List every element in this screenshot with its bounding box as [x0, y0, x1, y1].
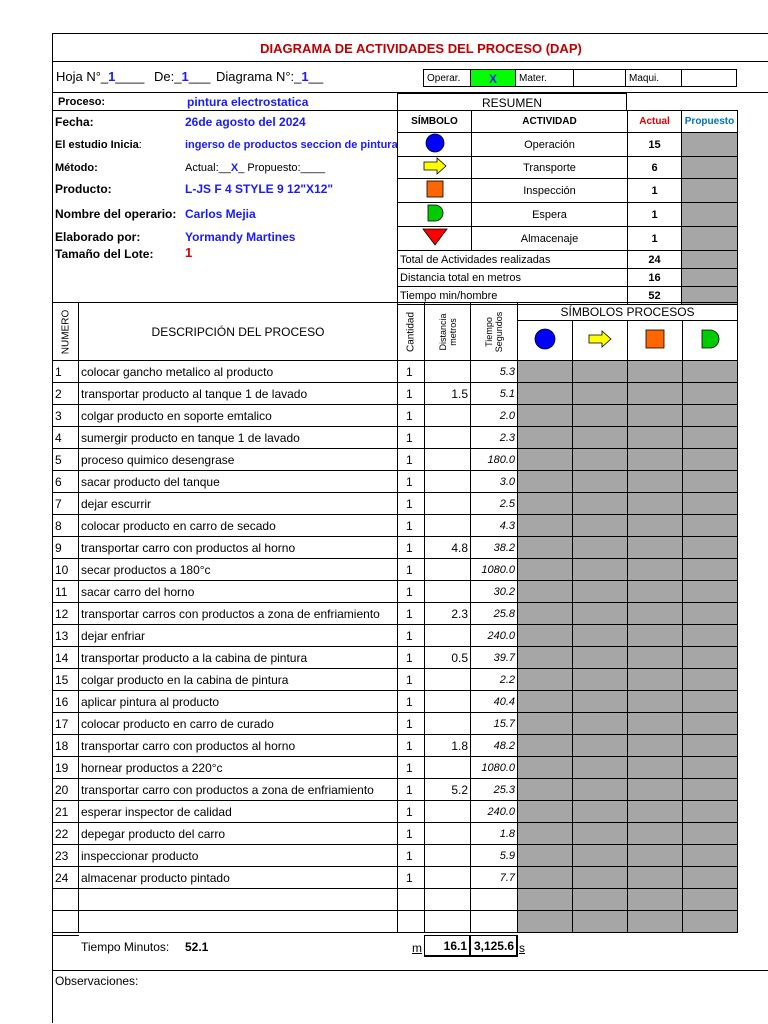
cell-dist: 0.5	[425, 647, 471, 669]
cell-dist: 1.8	[425, 735, 471, 757]
cell-qty: 1	[398, 405, 425, 427]
cell-time: 5.3	[471, 361, 518, 383]
cell-time: 40.4	[471, 691, 518, 713]
cell-time: 38.2	[471, 537, 518, 559]
cell-desc: transportar producto a la cabina de pintura	[79, 647, 398, 669]
cell-dist: 5.2	[425, 779, 471, 801]
summary-actual: 6	[628, 157, 682, 179]
cell-n: 14	[53, 647, 79, 669]
col-tiempo-line1: Tiempo	[484, 316, 494, 347]
cell-desc: colocar gancho metalico al producto	[79, 361, 398, 383]
observaciones-top-line	[52, 970, 768, 971]
cell-time: 15.7	[471, 713, 518, 735]
cell-time: 4.3	[471, 515, 518, 537]
cell-desc: sumergir producto en tanque 1 de lavado	[79, 427, 398, 449]
cell-desc: transportar producto al tanque 1 de lavado	[79, 383, 398, 405]
summary-activity: Transporte	[472, 157, 628, 179]
cell-n: 18	[53, 735, 79, 757]
cell-qty: 1	[398, 713, 425, 735]
summary-actual: 15	[628, 133, 682, 157]
cell-time: 7.7	[471, 867, 518, 889]
proceso-label: Proceso:	[58, 96, 106, 108]
metodo-actual: Actual:__	[185, 162, 231, 174]
cell-qty: 1	[398, 647, 425, 669]
summary-col-actividad: ACTIVIDAD	[472, 111, 628, 133]
lote-value: 1	[185, 245, 193, 260]
cell-n: 4	[53, 427, 79, 449]
cell-time: 39.7	[471, 647, 518, 669]
cell-desc: secar productos a 180°c	[79, 559, 398, 581]
cell-qty: 1	[398, 427, 425, 449]
cell-n: 11	[53, 581, 79, 603]
cell-n: 23	[53, 845, 79, 867]
cell-n: 22	[53, 823, 79, 845]
footer-line	[52, 935, 79, 936]
cell-n: 24	[53, 867, 79, 889]
cell-desc: depegar producto del carro	[79, 823, 398, 845]
cell-n: 2	[53, 383, 79, 405]
cell-qty: 1	[398, 449, 425, 471]
cell-n: 7	[53, 493, 79, 515]
cell-qty: 1	[398, 515, 425, 537]
footer-dist-box	[424, 935, 470, 957]
lote-label: Tamaño del Lote:	[55, 247, 154, 261]
resumen-title: RESUMEN	[481, 96, 542, 110]
cell-desc: colocar producto en carro de curado	[79, 713, 398, 735]
hoja-label: Hoja N°_	[56, 69, 109, 84]
col-simbolos-header: SÍMBOLOS PROCESOS	[518, 303, 738, 321]
de-label: De:_	[154, 69, 182, 84]
cell-n: 10	[53, 559, 79, 581]
cell-time: 25.8	[471, 603, 518, 625]
footer-m-label: m	[412, 941, 422, 955]
summary-total-value: 24	[628, 251, 682, 269]
cell-desc: transportar carro con productos al horno	[79, 537, 398, 559]
estudio-colon: :	[138, 139, 142, 151]
elaborado-value: Yormandy Martines	[185, 230, 296, 244]
summary-activity: Almacenaje	[472, 227, 628, 251]
cell-time: 240.0	[471, 801, 518, 823]
summary-activity: Operación	[472, 133, 628, 157]
mater-label: Mater.	[519, 73, 547, 84]
cell-qty: 1	[398, 383, 425, 405]
cell-qty: 1	[398, 559, 425, 581]
cell-desc: proceso quimico desengrase	[79, 449, 398, 471]
fecha-label: Fecha:	[55, 115, 94, 129]
cell-qty: 1	[398, 823, 425, 845]
cell-qty: 1	[398, 735, 425, 757]
cell-qty: 1	[398, 471, 425, 493]
cell-desc: transportar carros con productos a zona de enfriamiento	[79, 603, 398, 625]
cell-time: 48.2	[471, 735, 518, 757]
cell-desc: inspeccionar producto	[79, 845, 398, 867]
footer-dist-total: 16.1	[443, 939, 467, 953]
cell-desc: colgar producto en la cabina de pintura	[79, 669, 398, 691]
cell-dist: 2.3	[425, 603, 471, 625]
operar-mark: X	[488, 72, 497, 86]
cell-time: 1.8	[471, 823, 518, 845]
hoja-value: 1	[108, 69, 116, 84]
cell-qty: 1	[398, 779, 425, 801]
summary-tiempo-value: 52	[628, 287, 682, 305]
cell-dist: 4.8	[425, 537, 471, 559]
cell-qty: 1	[398, 581, 425, 603]
estudio-label-text: El estudio Inicia	[55, 139, 139, 151]
cell-desc: dejar enfriar	[79, 625, 398, 647]
summary-distancia-label: Distancia total en metros	[398, 269, 628, 287]
estudio-value: ingerso de productos seccion de pintura	[185, 139, 398, 151]
cell-n: 12	[53, 603, 79, 625]
cell-n: 15	[53, 669, 79, 691]
cell-time: 2.5	[471, 493, 518, 515]
cell-time: 2.2	[471, 669, 518, 691]
cell-n: 1	[53, 361, 79, 383]
cell-desc: sacar producto del tanque	[79, 471, 398, 493]
cell-n: 21	[53, 801, 79, 823]
cell-n: 17	[53, 713, 79, 735]
summary-tiempo-label: Tiempo min/hombre	[398, 287, 628, 305]
maqui-label: Maqui.	[629, 73, 660, 84]
cell-qty: 1	[398, 867, 425, 889]
cell-desc: esperar inspector de calidad	[79, 801, 398, 823]
cell-desc: transportar carro con productos al horno	[79, 735, 398, 757]
cell-qty: 1	[398, 669, 425, 691]
summary-activity: Espera	[472, 203, 628, 227]
cell-n: 5	[53, 449, 79, 471]
cell-qty: 1	[398, 625, 425, 647]
cell-qty: 1	[398, 801, 425, 823]
operario-label: Nombre del operario:	[55, 207, 177, 221]
cell-n: 16	[53, 691, 79, 713]
cell-time: 5.1	[471, 383, 518, 405]
footer-time-total: 3,125.6	[473, 939, 514, 953]
operario-value: Carlos Mejia	[185, 207, 256, 221]
col-tiempo-line2: Segundos	[494, 311, 504, 352]
cell-qty: 1	[398, 757, 425, 779]
fecha-value: 26de agosto del 2024	[185, 115, 306, 129]
cell-n: 3	[53, 405, 79, 427]
de-value: 1	[181, 69, 189, 84]
cell-n: 9	[53, 537, 79, 559]
diagrama-value: 1	[301, 69, 309, 84]
summary-distancia-value: 16	[628, 269, 682, 287]
summary-total-label: Total de Actividades realizadas	[398, 251, 628, 269]
cell-time: 1080.0	[471, 559, 518, 581]
producto-value: L-JS F 4 STYLE 9 12"X12"	[185, 182, 334, 196]
cell-n: 8	[53, 515, 79, 537]
cell-time: 240.0	[471, 625, 518, 647]
cell-qty: 1	[398, 603, 425, 625]
cell-qty: 1	[398, 361, 425, 383]
metodo-label: Método:	[55, 162, 98, 174]
metodo-tail: _ Propuesto:____	[238, 162, 326, 174]
cell-desc: colocar producto en carro de secado	[79, 515, 398, 537]
cell-desc: hornear productos a 220°c	[79, 757, 398, 779]
cell-desc: transportar carro con productos a zona de enfriamiento	[79, 779, 398, 801]
cell-time: 2.0	[471, 405, 518, 427]
cell-desc: sacar carro del horno	[79, 581, 398, 603]
metodo-x: X	[230, 162, 239, 174]
cell-desc: dejar escurrir	[79, 493, 398, 515]
col-descripcion-header: DESCRIPCIÓN DEL PROCESO	[79, 303, 398, 361]
cell-n: 19	[53, 757, 79, 779]
cell-n: 6	[53, 471, 79, 493]
producto-label: Producto:	[55, 182, 112, 196]
summary-col-propuesto: Propuesto	[682, 111, 738, 133]
de-tail: ___	[188, 69, 211, 84]
cell-time: 3.0	[471, 471, 518, 493]
footer-s-label: s	[519, 941, 525, 955]
footer-tiempo-value: 52.1	[185, 940, 209, 954]
diagrama-label: Diagrama N°:_	[216, 69, 302, 84]
document-title: DIAGRAMA DE ACTIVIDADES DEL PROCESO (DAP)	[260, 41, 582, 56]
cell-time: 25.3	[471, 779, 518, 801]
col-distancia-line1: Distancia	[437, 312, 448, 351]
summary-col-actual: Actual	[628, 111, 682, 133]
cell-n: 20	[53, 779, 79, 801]
cell-time: 30.2	[471, 581, 518, 603]
col-cantidad-text: Cantidad	[405, 311, 417, 352]
operar-label: Operar.	[427, 73, 461, 84]
summary-activity: Inspección	[472, 179, 628, 203]
cell-dist: 1.5	[425, 383, 471, 405]
footer-time-box	[470, 935, 518, 957]
cell-n: 13	[53, 625, 79, 647]
cell-time: 180.0	[471, 449, 518, 471]
summary-actual: 1	[628, 179, 682, 203]
summary-actual: 1	[628, 227, 682, 251]
diagrama-tail: __	[308, 69, 324, 84]
footer-tiempo-label: Tiempo Minutos:	[81, 940, 170, 954]
hoja-tail: ____	[115, 69, 145, 84]
cell-qty: 1	[398, 537, 425, 559]
cell-time: 1080.0	[471, 757, 518, 779]
cell-desc: aplicar pintura al producto	[79, 691, 398, 713]
cell-time: 2.3	[471, 427, 518, 449]
proceso-value: pintura electrostatica	[187, 95, 309, 109]
summary-col-simbolo: SÍMBOLO	[398, 111, 472, 133]
col-distancia-line2: metros	[447, 317, 458, 346]
elaborado-label: Elaborado por:	[55, 230, 141, 244]
cell-desc: colgar producto en soporte emtalico	[79, 405, 398, 427]
cell-desc: almacenar producto pintado	[79, 867, 398, 889]
cell-time: 5.9	[471, 845, 518, 867]
cell-qty: 1	[398, 691, 425, 713]
footer-row	[52, 935, 737, 959]
cell-qty: 1	[398, 845, 425, 867]
summary-actual: 1	[628, 203, 682, 227]
cell-qty: 1	[398, 493, 425, 515]
col-numero-text: NUMERO	[60, 309, 71, 354]
observaciones-label: Observaciones:	[55, 974, 139, 988]
